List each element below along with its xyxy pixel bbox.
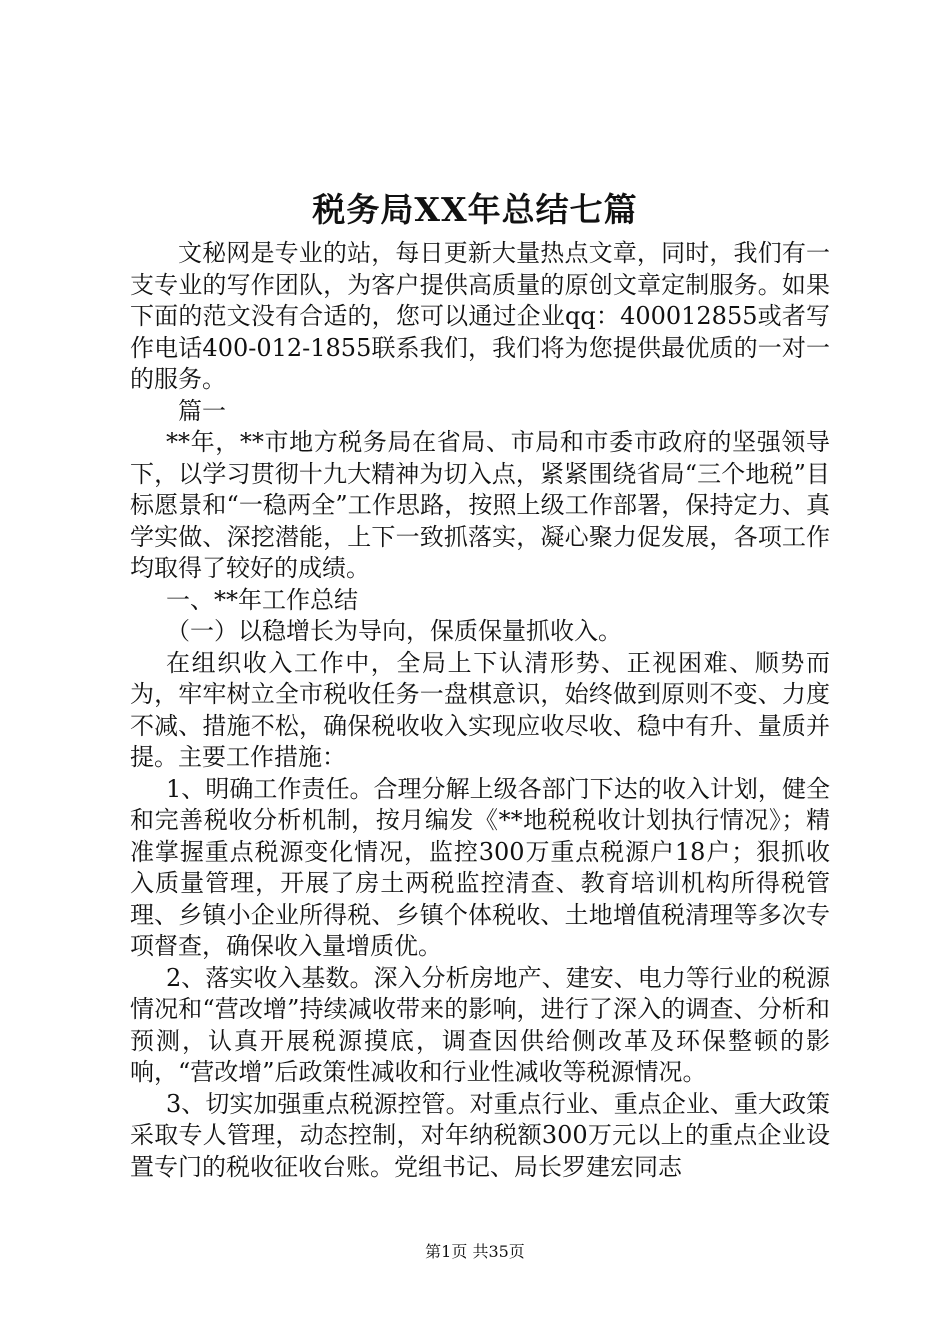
section-heading-part-one: 篇一 xyxy=(178,396,226,425)
document-body xyxy=(130,238,830,1183)
page-number-footer: 第1页 共35页 xyxy=(425,1242,525,1261)
intro-paragraph: 文秘网是专业的站，每日更新大量热点文章，同时，我们有一支专业的写作团队，为客户提供高质量的原创文章定制服务。如果下面的范文没有合适的，您可以通过企业qq：400012855或者写作电话400-012-1855联系我们，我们将为您提供最优质的一对一的服务。 xyxy=(130,239,830,393)
section-heading-summary: 一、**年工作总结 xyxy=(166,585,358,614)
subsection-heading-revenue: （一）以稳增长为导向，保质保量抓收入。 xyxy=(166,617,622,645)
document-title: 税务局XX年总结七篇 xyxy=(312,190,638,229)
measure-paragraph-1: 1、明确工作责任。合理分解上级各部门下达的收入计划，健全和完善税收分析机制，按月编发《**地税税收计划执行情况》；精准掌握重点税源变化情况，监控300万重点税源户18户；狠抓收入质量管理，开展了房土两税监控清查、教育培训机构所得税管理、乡镇小企业所得税、乡镇个体税收、土地增值税清理等多次专项督查，确保收入量增质优。 xyxy=(130,774,830,960)
revenue-paragraph: 在组织收入工作中，全局上下认清形势、正视困难、顺势而为，牢牢树立全市税收任务一盘棋意识，始终做到原则不变、力度不减、措施不松，确保税收收入实现应收尽收、稳中有升、量质并提。主要工作措施： xyxy=(130,648,830,771)
measure-paragraph-3: 3、切实加强重点税源控管。对重点行业、重点企业、重大政策采取专人管理，动态控制，对年纳税额300万元以上的重点企业设置专门的税收征收台账。党组书记、局长罗建宏同志 xyxy=(130,1089,830,1181)
overview-paragraph: **年，**市地方税务局在省局、市局和市委市政府的坚强领导下，以学习贯彻十九大精神为切入点，紧紧围绕省局“三个地税”目标愿景和“一稳两全”工作思路，按照上级工作部署，保持定力、真学实做、深挖潜能，上下一致抓落实，凝心聚力促发展，各项工作均取得了较好的成绩。 xyxy=(130,428,830,582)
measure-paragraph-2: 2、落实收入基数。深入分析房地产、建安、电力等行业的税源情况和“营改增”持续减收带来的影响，进行了深入的调查、分析和预测，认真开展税源摸底，调查因供给侧改革及环保整顿的影响，“营改增”后政策性减收和行业性减收等税源情况。 xyxy=(130,963,830,1086)
